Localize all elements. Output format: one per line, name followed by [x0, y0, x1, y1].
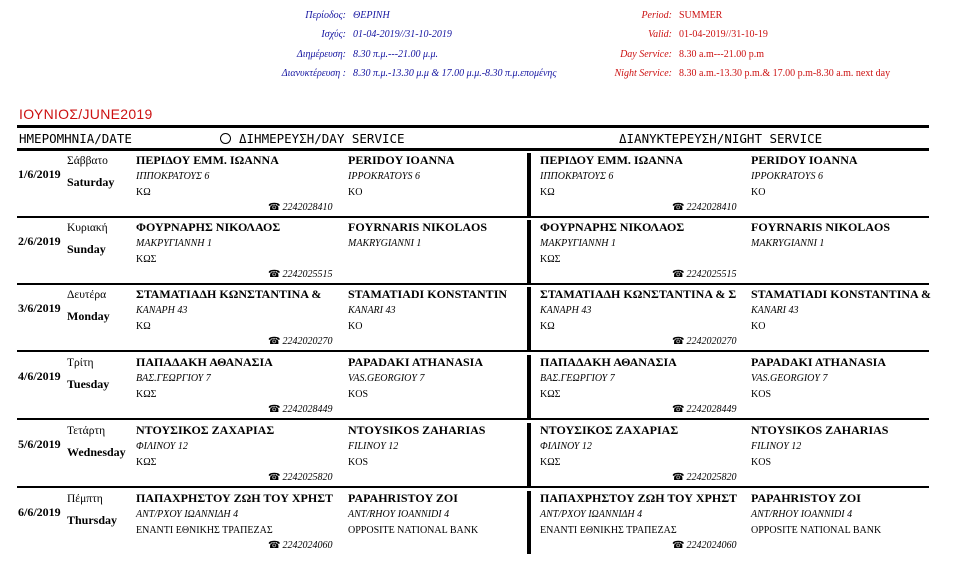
night-service-english-address: VAS.GEORGIOY 7 [751, 373, 828, 384]
header-english-values [679, 6, 890, 83]
day-service-label-gr: Διημέρευση: [296, 48, 346, 60]
night-service-greek-pharmacy-name: ΣΤΑΜΑΤΙΑΔΗ ΚΩΝΣΤΑΝΤΙΝΑ & Σ [540, 287, 737, 301]
day-service-greek-phone [268, 202, 332, 213]
month-title: ΙΟΥΝΙΟΣ/JUNE2019 [19, 106, 153, 122]
day-service-english-address: VAS.GEORGIOY 7 [348, 373, 425, 384]
night-service-english-address: MAKRYGIANNI 1 [751, 238, 825, 249]
day-service-greek-phone-number: 2242025515 [282, 269, 333, 280]
night-service-greek-phone [672, 404, 736, 415]
day-service-label-en: Day Service: [620, 48, 672, 60]
column-header-day [220, 131, 405, 146]
night-column-divider [527, 287, 531, 350]
night-service-english-city: OPPOSITE NATIONAL BANK [751, 525, 882, 536]
phone-icon: ☎ [268, 540, 281, 551]
night-service-greek-phone-number: 2242025820 [686, 472, 737, 483]
day-service-english-address: KANARI 43 [348, 305, 396, 316]
row-weekday-greek: Δευτέρα [67, 289, 107, 301]
day-service-greek-city: ΚΩΣ [136, 254, 157, 265]
night-service-greek-city: ΚΩ [540, 321, 555, 332]
day-service-value-en: 8.30 a.m---21.00 p.m [679, 48, 764, 60]
day-service-english-pharmacy-name: PERIDOY IOANNA [348, 153, 455, 167]
phone-icon: ☎ [268, 269, 281, 280]
phone-icon: ☎ [672, 472, 685, 483]
night-column-divider [527, 220, 531, 283]
row-date: 4/6/2019 [18, 369, 61, 383]
day-service-english-address: FILINOY 12 [348, 441, 399, 452]
night-service-greek-phone-number: 2242028410 [686, 202, 737, 213]
night-column-divider [527, 153, 531, 216]
day-service-greek-address: ΜΑΚΡΥΓΙΑΝΝΗ 1 [136, 238, 212, 249]
row-weekday-greek: Σάββατο [67, 155, 108, 167]
day-service-greek-city: ΕΝΑΝΤΙ ΕΘΝΙΚΗΣ ΤΡΑΠΕΖΑΣ [136, 525, 273, 536]
day-service-greek-address: ΚΑΝΑΡΗ 43 [136, 305, 188, 316]
night-service-greek-phone-number: 2242020270 [686, 336, 737, 347]
table-row [17, 355, 929, 423]
night-service-greek-phone-number: 2242028449 [686, 404, 737, 415]
day-service-greek-address: ΙΠΠΟΚΡΑΤΟΥΣ 6 [136, 171, 210, 182]
day-service-english-address: IPPOKRATOYS 6 [348, 171, 420, 182]
night-service-greek-city: ΚΩΣ [540, 389, 561, 400]
row-separator [17, 486, 929, 488]
night-service-english-pharmacy-name: PAPAHRISTOY ZOI [751, 491, 861, 505]
day-service-greek-phone-number: 2242028410 [282, 202, 333, 213]
day-service-greek-pharmacy-name: ΝΤΟΥΣΙΚΟΣ ΖΑΧΑΡΙΑΣ [136, 423, 275, 437]
night-service-english-address: ANT/RHOY IOANNIDI 4 [751, 509, 853, 520]
phone-icon: ☎ [672, 202, 685, 213]
phone-icon: ☎ [268, 202, 281, 213]
column-header-date: ΗΜΕΡΟΜΗΝΙΑ/DATE [19, 131, 132, 146]
day-service-greek-address: ΒΑΣ.ΓΕΩΡΓΙΟΥ 7 [136, 373, 211, 384]
day-service-greek-pharmacy-name: ΣΤΑΜΑΤΙΑΔΗ ΚΩΝΣΤΑΝΤΙΝΑ & [136, 287, 322, 301]
night-service-english-city: KO [751, 321, 766, 332]
phone-icon: ☎ [268, 336, 281, 347]
night-service-greek-phone [672, 336, 736, 347]
row-weekday-english: Thursday [67, 513, 118, 527]
night-service-english-pharmacy-name: NTOYSIKOS ZAHARIAS [751, 423, 889, 437]
header-top-rule [17, 125, 929, 128]
table-row [17, 423, 929, 491]
row-date: 2/6/2019 [18, 234, 61, 248]
day-service-greek-pharmacy-name: ΠΕΡΙΔΟΥ ΕΜΜ. ΙΩΑΝΝΑ [136, 153, 279, 167]
night-service-english-pharmacy-name: PERIDOY IOANNA [751, 153, 858, 167]
night-service-label-en: Night Service: [614, 67, 672, 79]
table-row [17, 220, 929, 288]
night-service-greek-pharmacy-name: ΠΑΠΑΧΡΗΣΤΟΥ ΖΩΗ ΤΟΥ ΧΡΗΣΤ [540, 491, 738, 505]
column-header-day-label: ΔΙΗΜΕΡΕΥΣΗ/DAY SERVICE [239, 131, 405, 146]
night-service-english-city: KO [751, 187, 766, 198]
day-service-english-address: MAKRYGIANNI 1 [348, 238, 422, 249]
night-service-english-address: FILINOY 12 [751, 441, 802, 452]
day-service-english-pharmacy-name: STAMATIADI KONSTANTIN [348, 287, 508, 301]
day-service-greek-address: ΑΝΤ/ΡΧΟΥ ΙΩΑΝΝΙΔΗ 4 [136, 509, 239, 520]
day-service-greek-phone [268, 540, 332, 551]
night-service-greek-address: ΑΝΤ/ΡΧΟΥ ΙΩΑΝΝΙΔΗ 4 [540, 509, 643, 520]
night-service-english-pharmacy-name: STAMATIADI KONSTANTINA & [751, 287, 932, 301]
row-weekday-greek: Τετάρτη [67, 425, 106, 437]
valid-label-gr: Ισχύς: [321, 29, 346, 41]
night-service-english-city: KOS [751, 457, 772, 468]
period-label-gr: Περίοδος: [305, 10, 346, 21]
night-service-english-address: KANARI 43 [751, 305, 799, 316]
row-separator [17, 418, 929, 420]
night-service-greek-phone [672, 472, 736, 483]
night-service-greek-pharmacy-name: ΠΑΠΑΔΑΚΗ ΑΘΑΝΑΣΙΑ [540, 355, 677, 369]
row-separator [17, 283, 929, 285]
table-row [17, 287, 932, 355]
day-service-greek-address: ΦΙΛΙΝΟΥ 12 [136, 441, 188, 452]
night-service-greek-city: ΚΩΣ [540, 457, 561, 468]
day-service-english-city: OPPOSITE NATIONAL BANK [348, 525, 479, 536]
day-service-greek-phone-number: 2242028449 [282, 404, 333, 415]
row-date: 1/6/2019 [18, 167, 61, 181]
day-service-greek-pharmacy-name: ΠΑΠΑΧΡΗΣΤΟΥ ΖΩΗ ΤΟΥ ΧΡΗΣΤ [136, 491, 334, 505]
day-service-english-pharmacy-name: PAPADAKI ATHANASIA [348, 355, 484, 369]
row-weekday-greek: Τρίτη [67, 357, 94, 369]
row-weekday-english: Sunday [67, 242, 106, 256]
night-service-value-gr: 8.30 π.μ.-13.30 μ.μ & 17.00 μ.μ.-8.30 π.μ.επομένης [353, 67, 557, 79]
night-service-greek-address: ΦΙΛΙΝΟΥ 12 [540, 441, 592, 452]
day-service-value-gr: 8.30 π.μ.---21.00 μ.μ. [353, 48, 439, 60]
phone-icon: ☎ [672, 540, 685, 551]
night-service-english-address: IPPOKRATOYS 6 [751, 171, 823, 182]
day-service-greek-phone [268, 404, 332, 415]
night-service-greek-pharmacy-name: ΝΤΟΥΣΙΚΟΣ ΖΑΧΑΡΙΑΣ [540, 423, 679, 437]
day-service-greek-phone-number: 2242024060 [282, 540, 333, 551]
night-service-greek-phone [672, 540, 736, 551]
header-greek-labels [200, 6, 346, 83]
night-column-divider [527, 355, 531, 418]
night-service-greek-address: ΚΑΝΑΡΗ 43 [540, 305, 592, 316]
night-service-label-gr: Διανυκτέρευση : [281, 67, 346, 79]
night-service-english-pharmacy-name: FOYRNARIS NIKOLAOS [751, 220, 891, 234]
period-label-en: Period: [641, 10, 672, 21]
day-service-english-address: ANT/RHOY IOANNIDI 4 [348, 509, 450, 520]
row-date: 6/6/2019 [18, 505, 61, 519]
period-value-en: SUMMER [679, 10, 723, 21]
day-service-greek-city: ΚΩ [136, 321, 151, 332]
row-date: 5/6/2019 [18, 437, 61, 451]
night-service-greek-phone-number: 2242025515 [686, 269, 737, 280]
row-weekday-greek: Πέμπτη [67, 493, 103, 505]
day-service-greek-phone [268, 269, 332, 280]
phone-icon: ☎ [672, 336, 685, 347]
day-service-english-city: KOS [348, 389, 369, 400]
row-weekday-english: Tuesday [67, 377, 110, 391]
phone-icon: ☎ [672, 404, 685, 415]
phone-icon: ☎ [672, 269, 685, 280]
row-date: 3/6/2019 [18, 301, 61, 315]
day-service-english-pharmacy-name: PAPAHRISTOY ZOI [348, 491, 458, 505]
column-header-night: ΔΙΑΝΥΚΤΕΡΕΥΣΗ/NIGHT SERVICE [619, 131, 823, 146]
header-bottom-rule [17, 148, 929, 151]
night-service-greek-phone-number: 2242024060 [686, 540, 737, 551]
day-service-greek-phone-number: 2242025820 [282, 472, 333, 483]
circle-icon [220, 133, 231, 144]
day-service-greek-city: ΚΩΣ [136, 389, 157, 400]
valid-value-gr: 01-04-2019//31-10-2019 [353, 29, 452, 41]
table-row [17, 153, 929, 221]
night-service-greek-city: ΚΩΣ [540, 254, 561, 265]
day-service-greek-phone-number: 2242020270 [282, 336, 333, 347]
valid-label-en: Valid: [648, 29, 672, 41]
night-service-greek-phone [672, 202, 736, 213]
row-separator [17, 216, 929, 218]
day-service-english-pharmacy-name: FOYRNARIS NIKOLAOS [348, 220, 488, 234]
night-column-divider [527, 491, 531, 554]
night-service-english-city: KOS [751, 389, 772, 400]
phone-icon: ☎ [268, 404, 281, 415]
day-service-greek-city: ΚΩ [136, 187, 151, 198]
day-service-english-city: KO [348, 187, 363, 198]
day-service-english-city: KO [348, 321, 363, 332]
night-service-value-en: 8.30 a.m.-13.30 p.m.& 17.00 p.m-8.30 a.m. next day [679, 67, 891, 79]
night-service-greek-phone [672, 269, 736, 280]
day-service-greek-phone [268, 336, 332, 347]
day-service-greek-pharmacy-name: ΠΑΠΑΔΑΚΗ ΑΘΑΝΑΣΙΑ [136, 355, 273, 369]
night-service-greek-address: ΜΑΚΡΥΓΙΑΝΝΗ 1 [540, 238, 616, 249]
header-english-labels [560, 6, 672, 83]
night-column-divider [527, 423, 531, 486]
night-service-greek-pharmacy-name: ΦΟΥΡΝΑΡΗΣ ΝΙΚΟΛΑΟΣ [540, 220, 685, 234]
table-row [17, 491, 929, 559]
row-weekday-english: Saturday [67, 175, 115, 189]
night-service-greek-pharmacy-name: ΠΕΡΙΔΟΥ ΕΜΜ. ΙΩΑΝΝΑ [540, 153, 683, 167]
night-service-greek-address: ΒΑΣ.ΓΕΩΡΓΙΟΥ 7 [540, 373, 615, 384]
row-weekday-greek: Κυριακή [67, 222, 108, 234]
phone-icon: ☎ [268, 472, 281, 483]
night-service-greek-city: ΚΩ [540, 187, 555, 198]
row-weekday-english: Monday [67, 309, 110, 323]
night-service-greek-city: ΕΝΑΝΤΙ ΕΘΝΙΚΗΣ ΤΡΑΠΕΖΑΣ [540, 525, 677, 536]
day-service-greek-city: ΚΩΣ [136, 457, 157, 468]
valid-value-en: 01-04-2019//31-10-19 [679, 29, 768, 41]
night-service-english-pharmacy-name: PAPADAKI ATHANASIA [751, 355, 887, 369]
night-service-greek-address: ΙΠΠΟΚΡΑΤΟΥΣ 6 [540, 171, 614, 182]
row-weekday-english: Wednesday [67, 445, 126, 459]
row-separator [17, 350, 929, 352]
day-service-english-pharmacy-name: NTOYSIKOS ZAHARIAS [348, 423, 486, 437]
day-service-english-city: KOS [348, 457, 369, 468]
header-greek-values [353, 6, 556, 83]
period-value-gr: ΘΕΡΙΝΗ [353, 10, 390, 21]
day-service-greek-pharmacy-name: ΦΟΥΡΝΑΡΗΣ ΝΙΚΟΛΑΟΣ [136, 220, 281, 234]
day-service-greek-phone [268, 472, 332, 483]
